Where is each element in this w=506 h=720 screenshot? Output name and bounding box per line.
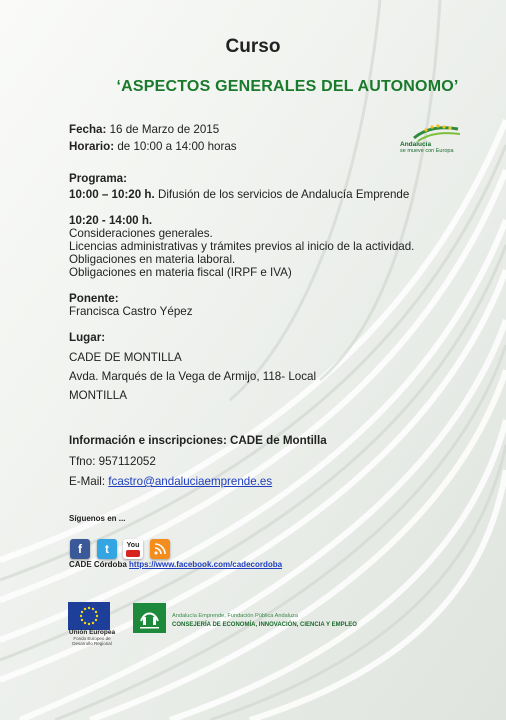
junta-line-1: Andalucía Emprende, Fundación Pública Andaluza	[172, 613, 298, 619]
email-link[interactable]: fcastro@andaluciaemprende.es	[108, 475, 273, 488]
program-item: Obligaciones en materia fiscal (IRPF e IVA)	[69, 266, 292, 279]
time-value: de 10:00 a 14:00 horas	[117, 140, 237, 153]
contact-heading: Información e inscripciones: CADE de Montilla	[69, 434, 327, 447]
date-label: Fecha:	[69, 123, 107, 136]
venue-heading: Lugar:	[69, 331, 106, 344]
slot2-time: 10:20 - 14:00 h.	[69, 214, 153, 227]
logo-line2: se mueve con Europa	[400, 148, 454, 154]
youtube-text: You	[126, 541, 140, 549]
time-label: Horario:	[69, 140, 115, 153]
andalucia-logo	[396, 124, 466, 158]
date-value: 16 de Marzo de 2015	[109, 123, 220, 136]
program-item: Licencias administrativas y trámites previos al inicio de la actividad.	[69, 240, 415, 253]
eu-name: Unión Europea	[68, 629, 116, 636]
program-slot-1	[69, 188, 409, 202]
page-title: Curso	[225, 36, 281, 57]
youtube-badge	[126, 550, 140, 557]
speaker-name: Francisca Castro Yépez	[69, 305, 193, 318]
cade-label: CADE Córdoba	[69, 560, 127, 569]
social-heading: Síguenos en ...	[69, 514, 126, 523]
slot1-text: Difusión de los servicios de Andalucía Emprende	[157, 188, 410, 201]
youtube-icon[interactable]	[123, 539, 143, 559]
eu-flag-icon	[68, 602, 110, 630]
rss-glyph-icon	[154, 543, 166, 555]
program-item: Consideraciones generales.	[69, 227, 213, 240]
speaker-heading: Ponente:	[69, 292, 119, 305]
program-heading: Programa:	[69, 172, 127, 185]
rss-icon[interactable]	[150, 539, 170, 559]
facebook-link[interactable]: https://www.facebook.com/cadecordoba	[129, 560, 283, 569]
junta-line-2: CONSEJERÍA DE ECONOMÍA, INNOVACIÓN, CIENCIA Y EMPLEO	[172, 622, 357, 628]
eu-fund: Fondo Europeo de Desarrollo Regional	[72, 636, 112, 646]
contact-phone: Tfno: 957112052	[69, 455, 156, 468]
cade-facebook-row	[69, 560, 282, 569]
contact-email-row	[69, 475, 272, 489]
time-row	[69, 140, 237, 154]
facebook-icon[interactable]: f	[70, 539, 90, 559]
junta-logo-icon	[133, 603, 166, 633]
email-label: E-Mail:	[69, 475, 109, 488]
venue-line-3: MONTILLA	[69, 389, 127, 402]
program-item: Obligaciones en materia laboral.	[69, 253, 236, 266]
course-subtitle: ‘ASPECTOS GENERALES DEL AUTONOMO’	[116, 78, 459, 95]
venue-line-1: CADE DE MONTILLA	[69, 351, 182, 364]
logo-line1: Andalucía	[400, 141, 432, 148]
twitter-icon[interactable]: t	[97, 539, 117, 559]
slot1-time: 10:00 – 10:20 h.	[69, 188, 155, 201]
date-row	[69, 123, 219, 137]
venue-line-2: Avda. Marqués de la Vega de Armijo, 118- Local	[69, 370, 317, 383]
